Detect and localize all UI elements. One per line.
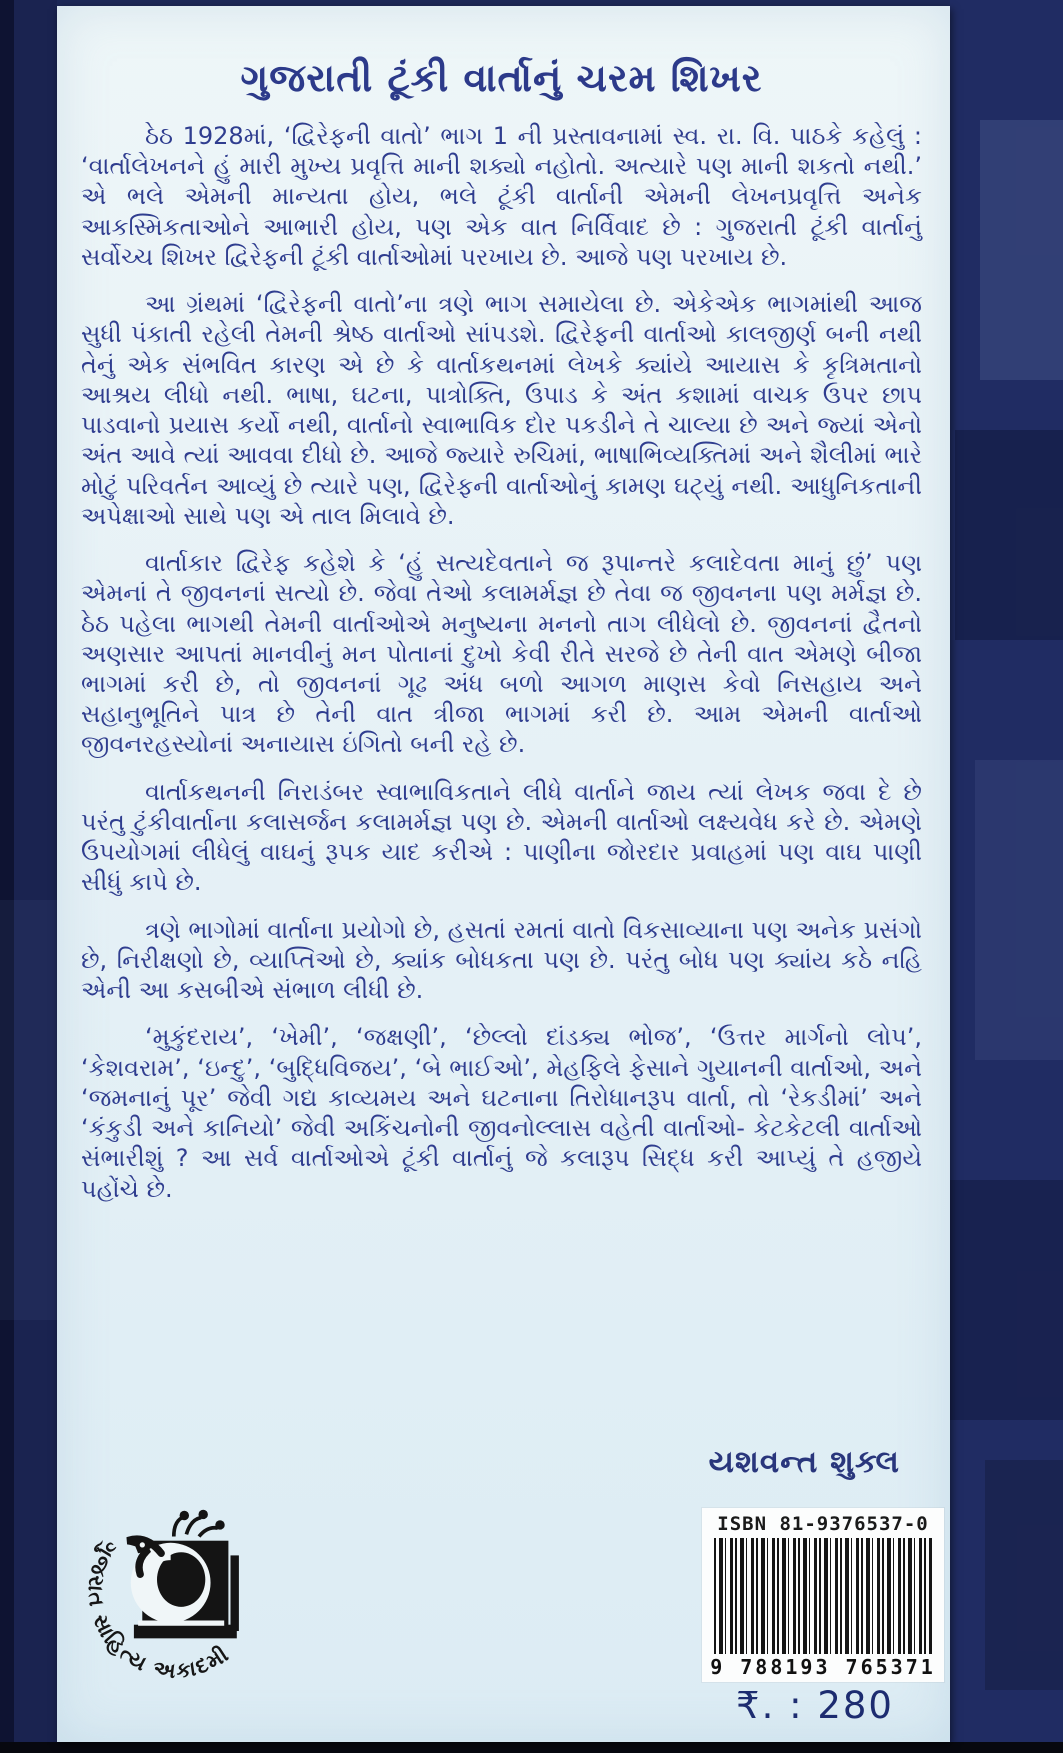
blurb-paragraph-6: ‘મુકુંદરાય’, ‘ખેમી’, ‘જક્ષણી’, ‘છેલ્લો દાંડક્ય ભોજ’, ‘ઉત્તર માર્ગનો લોપ’, ‘કેશવરામ’, ‘ઇન્દુ’, ‘બુદ્ધિવિજય’, ‘બે ભાઈઓ’, મેહફિલે ફેસાને ગુયાનની વાર્તાઓ, અને ‘જમનાનું પૂર’ જેવી ગદ્ય કાવ્યમય અને ઘટનાના તિરોધાનરૂપ વાર્તા, તો ‘રેકડીમાં’ અને ‘કંકુડી અને કાનિયો’ જેવી અકિંચનોની જીવનોલ્લાસ વહેતી વાર્તાઓ- કેટકેટલી વાર્તાઓ સંભારીશું ? આ સર્વ વાર્તાઓએ ટૂંકી વાર્તાનું જે કલારૂપ સિદ્ધ કરી આપ્યું તે હજીયે પહોંચે છે. (81, 1023, 922, 1203)
back-cover-panel (57, 6, 950, 1742)
publisher-name-arc: ગુજરાત સાહિત્ય અકાદમી (83, 1536, 235, 1684)
blurb-paragraph-2: આ ગ્રંથમાં ‘દ્વિરેફની વાતો’ના ત્રણે ભાગ સમાયેલા છે. એકેએક ભાગમાંથી આજ સુધી પંકાતી રહેલી તેમની શ્રેષ્ઠ વાર્તાઓ સાંપડશે. દ્વિરેફની વાર્તાઓ કાલજીર્ણ બની નથી તેનું એક સંભવિત કારણ એ છે કે વાર્તાકથનમાં લેખકે ક્યાંયે આયાસ કે કૃત્રિમતાનો આશ્રય લીધો નથી. ભાષા, ઘટના, પાત્રોક્તિ, ઉપાડ કે અંત કશામાં વાચક ઉપર છાપ પાડવાનો પ્રયાસ કર્યો નથી, વાર્તાનો સ્વાભાવિક દોર પકડીને તે ચાલ્યા છે અને જ્યાં એનો અંત આવે ત્યાં આવવા દીધો છે. આજે જ્યારે રુચિમાં, ભાષાભિવ્યક્તિમાં અને શૈલીમાં ભારે મોટું પરિવર્તન આવ્યું છે ત્યારે પણ, દ્વિરેફની વાર્તાઓનું કામણ ઘટ્યું નથી. આધુનિકતાની અપેક્ષાઓ સાથે પણ એ તાલ મિલાવે છે. (81, 290, 922, 530)
cover-texture (950, 1180, 1063, 1420)
cover-border-right (950, 0, 1063, 1753)
cover-spine-shadow (0, 0, 14, 1753)
peacock-emblem (128, 1510, 239, 1639)
blurb-paragraph-1: ઠેઠ 1928માં, ‘દ્વિરેફની વાતો’ ભાગ 1 ની પ્રસ્તાવનામાં સ્વ. રા. વિ. પાઠકે કહેલું : ‘વાર્તાલેખનને હું મારી મુખ્ય પ્રવૃત્તિ માની શક્યો નહોતો. અત્યારે પણ માની શકતો નથી.’ એ ભલે એમની માન્યતા હોય, ભલે ટૂંકી વાર્તાની એમની લેખનપ્રવૃત્તિ અનેક આકસ્મિકતાઓને આભારી હોય, પણ એક વાત નિર્વિવાદ છે : ગુજરાતી ટૂંકી વાર્તાનું સર્વોચ્ચ શિખર દ્વિરેફની ટૂંકી વાર્તાઓમાં પરખાય છે. આજે પણ પરખાય છે. (81, 122, 922, 271)
cover-texture (955, 430, 1063, 640)
blurb-paragraph-5: ત્રણે ભાગોમાં વાર્તાના પ્રયોગો છે, હસતાં રમતાં વાતો વિકસાવ્યાના પણ અનેક પ્રસંગો છે, નિરીક્ષણો છે, વ્યાપ્તિઓ છે, ક્યાંક બોધકતા પણ છે. પરંતુ બોધ પણ ક્યાંય કઠે નહિ એની આ કસબીએ સંભાળ લીધી છે. (81, 915, 922, 1005)
cover-bottom-edge (0, 1742, 1063, 1753)
blurb-content (57, 6, 950, 1204)
isbn-number: ISBN 81-9376537-0 (717, 1513, 929, 1535)
cover-texture (0, 900, 57, 1320)
cover-texture (975, 760, 1063, 1060)
cover-texture (985, 1460, 1063, 1690)
barcode-digits: 9 788193 765371 (710, 1655, 936, 1679)
isbn-label (702, 1508, 944, 1682)
book-blurb-title: ગુજરાતી ટૂંકી વાર્તાનું ચરમ શિખર (240, 56, 763, 100)
blurb-paragraph-4: વાર્તાકથનની નિરાડંબર સ્વાભાવિકતાને લીધે વાર્તાને જાય ત્યાં લેખક જવા દે છે પરંતુ ટુંકીવાર્તાના કલાસર્જન કલામર્મજ્ઞ પણ છે. એમની વાર્તાઓ લક્ષ્યવેધ કરે છે. એમણે ઉપયોગમાં લીધેલું વાઘનું રૂપક યાદ કરીએ : પાણીના જોરદાર પ્રવાહમાં પણ વાઘ પાણી સીધું કાપે છે. (81, 777, 922, 897)
price: ₹. : 280 (736, 1684, 894, 1727)
author-name: યશવન્ત શુક્લ (708, 1444, 900, 1480)
cover-border-left (0, 0, 57, 1753)
publisher-logo (73, 1492, 283, 1707)
blurb-paragraph-3: વાર્તાકાર દ્વિરેફ કહેશે કે ‘હું સત્યદેવતાને જ રૂપાન્તરે કલાદેવતા માનું છું’ પણ એમનાં તે જીવનનાં સત્યો છે. જેવા તેઓ કલામર્મજ્ઞ છે તેવા જ જીવનના પણ મર્મજ્ઞ છે. ઠેઠ પહેલા ભાગથી તેમની વાર્તાઓએ મનુષ્યના મનનો તાગ લીધેલો છે. જીવનનાં દ્વૈતનો અણસાર આપતાં માનવીનું મન પોતાનાં દુખો કેવી રીતે સરજે છે તેની વાત એમણે બીજા ભાગમાં કરી છે, તો જીવનનાં ગૂઢ અંધ બળો આગળ માણસ કેવો નિસહાય અને સહાનુભૂતિને પાત્ર છે તેની વાત ત્રીજા ભાગમાં કરી છે. આમ એમની વાર્તાઓ જીવનરહસ્યોનાં અનાયાસ ઇંગિતો બની રહે છે. (81, 549, 922, 759)
cover-texture (980, 120, 1063, 380)
isbn-barcode (714, 1538, 932, 1654)
gujarat-sahitya-akademi-logo-icon (73, 1492, 283, 1707)
